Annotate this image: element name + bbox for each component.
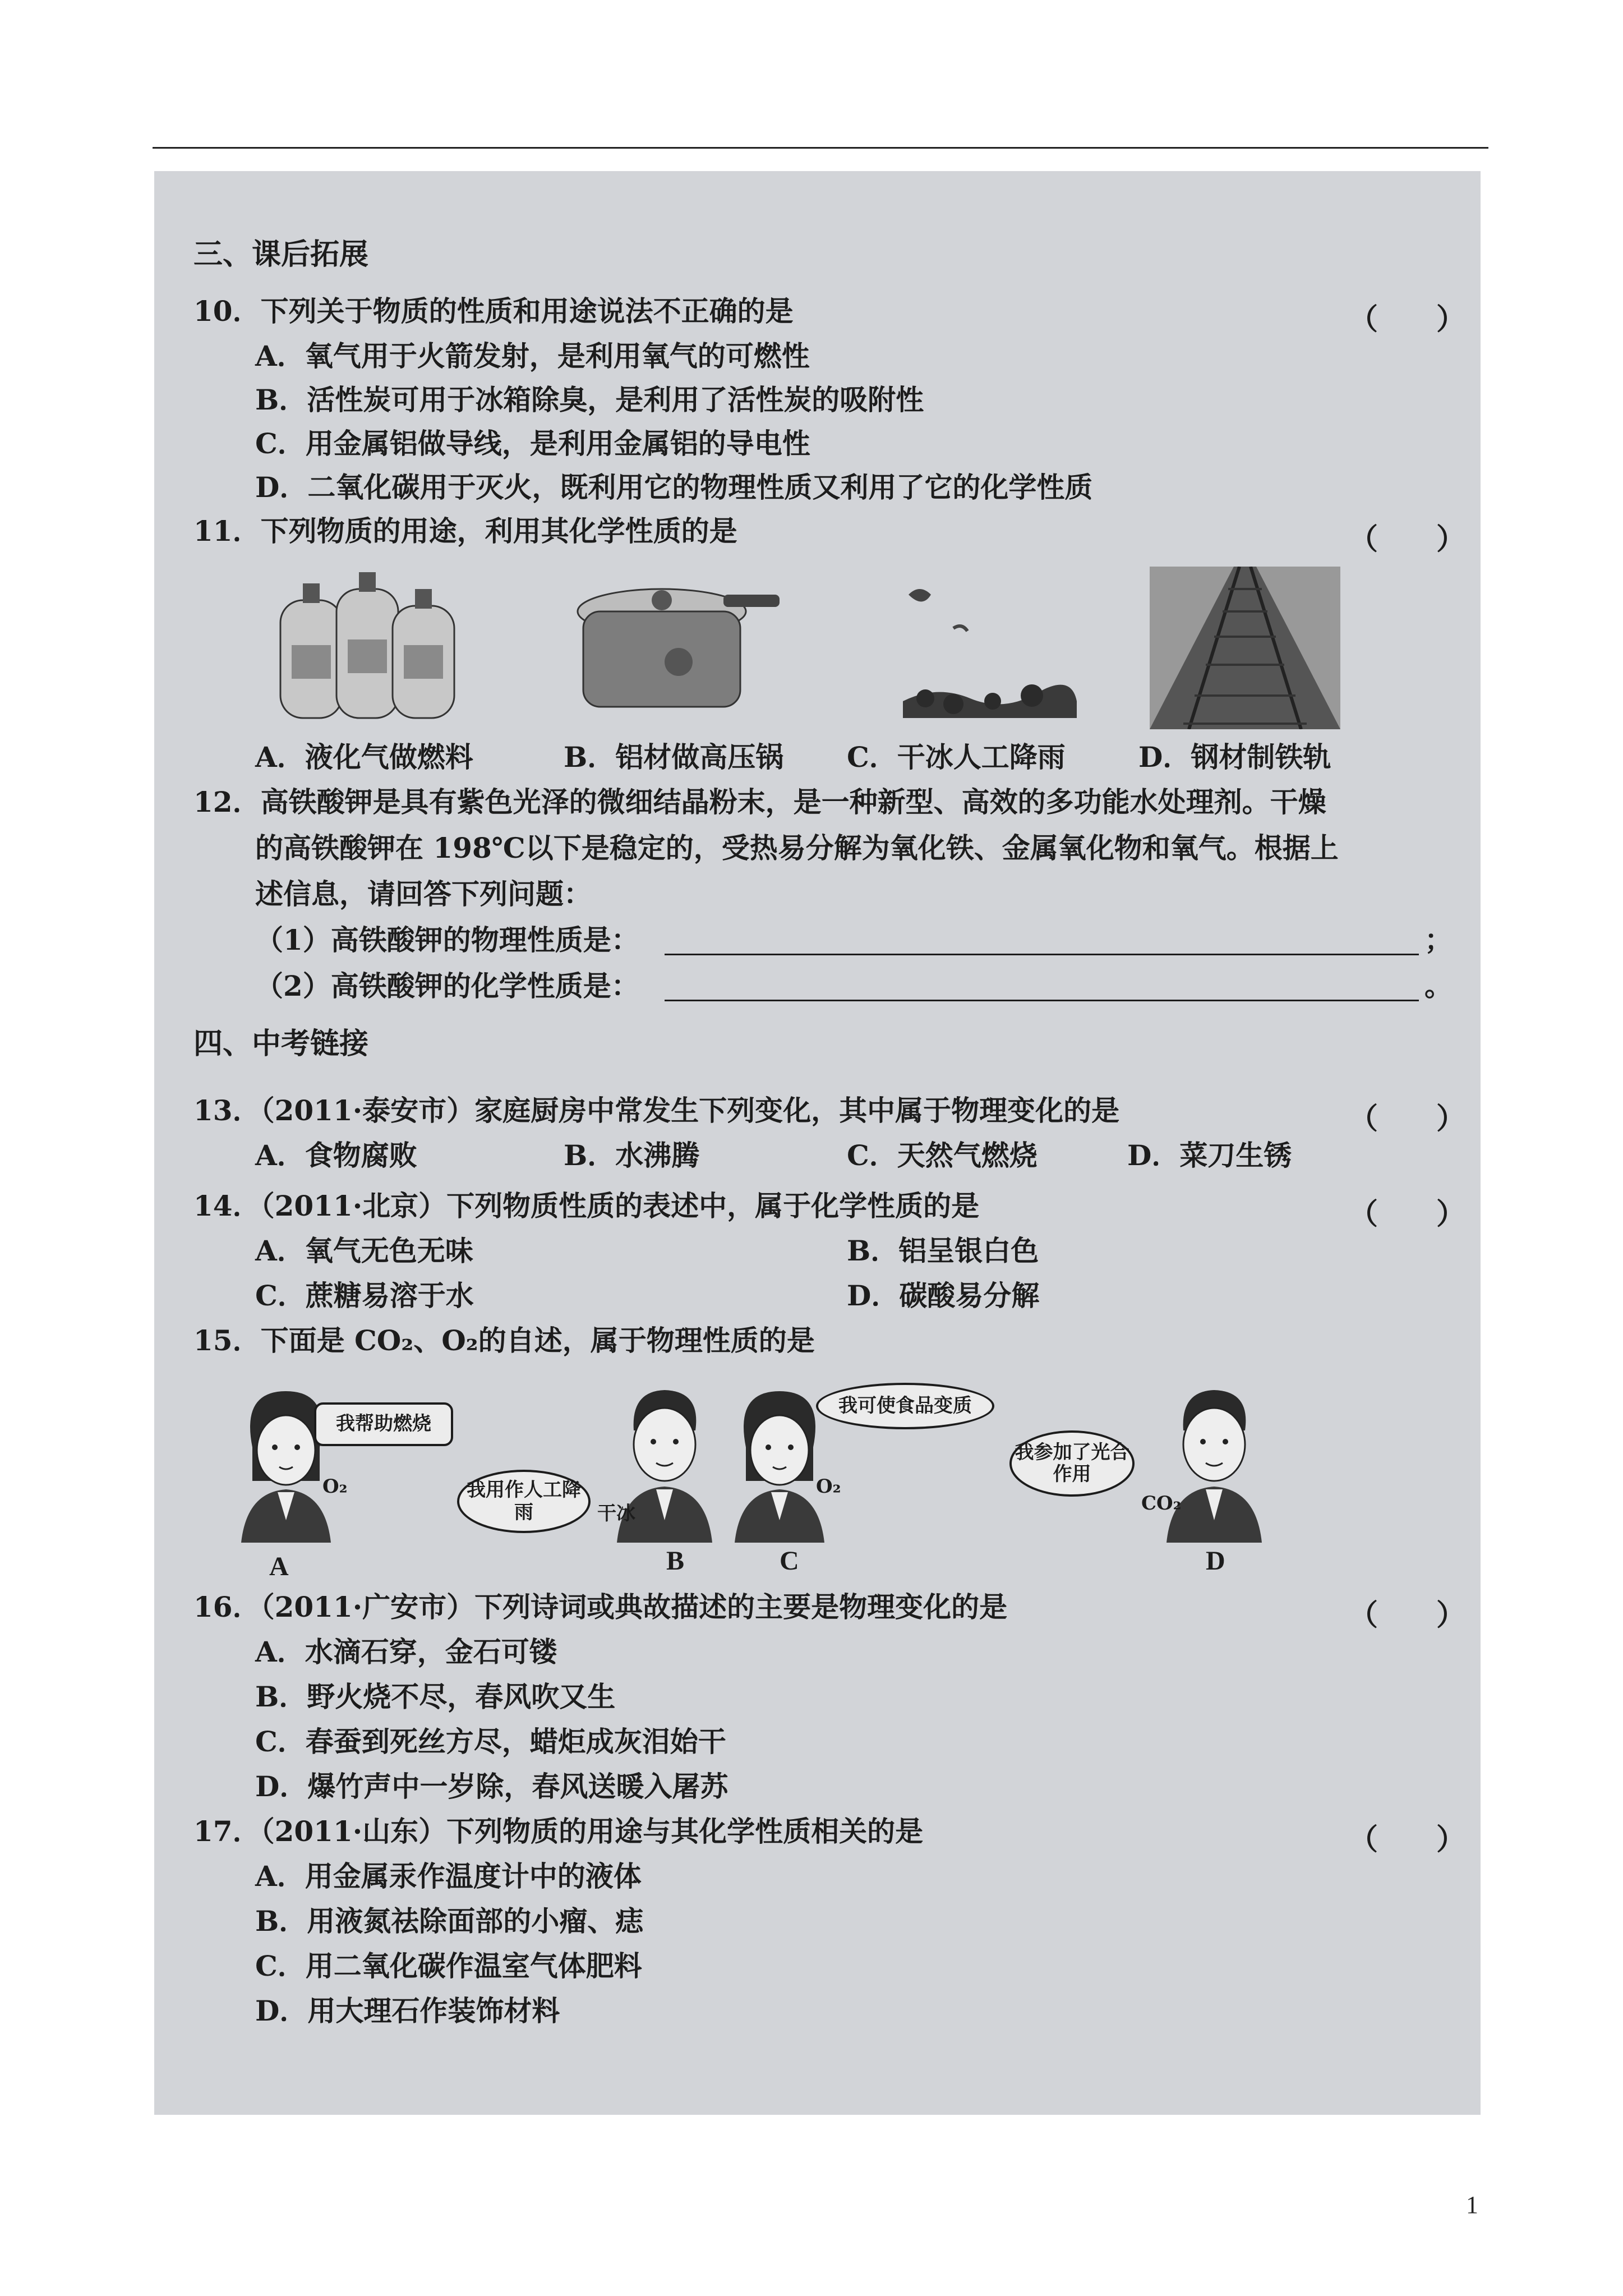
q13-option-d: D．菜刀生锈 <box>1127 1139 1292 1172</box>
q11-stem: 11．下列物质的用途，利用其化学性质的是 <box>193 514 737 547</box>
q10-option-c: C．用金属铝做导线，是利用金属铝的导电性 <box>255 427 810 460</box>
q11-option-b: B．铝材做高压锅 <box>564 740 784 774</box>
label-b: 干冰 <box>597 1502 635 1525</box>
girl-avatar-c <box>723 1386 836 1543</box>
q12-line-1: 12．高铁酸钾是具有紫色光泽的微细结晶粉末，是一种新型、高效的多功能水处理剂。干燥 <box>193 785 1326 818</box>
section-heading-4: 四、中考链接 <box>193 1027 369 1061</box>
q16-option-a: A．水滴石穿，金石可镂 <box>255 1635 557 1668</box>
boy-avatar-d <box>1158 1380 1270 1543</box>
q10-option-d: D．二氧化碳用于灭火，既利用它的物理性质又利用了它的化学性质 <box>255 471 1093 504</box>
caption-a: A <box>269 1552 289 1581</box>
q14-answer-paren: （ ） <box>1349 1197 1466 1231</box>
q16-stem: 16．（2011·广安市）下列诗词或典故描述的主要是物理变化的是 <box>193 1590 1008 1623</box>
q12-part-1-end: ； <box>1424 923 1453 956</box>
speech-bubble-d: 我参加了光合作用 <box>1009 1430 1135 1497</box>
q11-option-a: A．液化气做燃料 <box>255 740 473 774</box>
pressure-cooker-image <box>566 567 785 724</box>
q16-option-b: B．野火烧不尽，春风吹又生 <box>255 1680 616 1713</box>
q10-stem: 10．下列关于物质的性质和用途说法不正确的是 <box>193 295 794 328</box>
q17-answer-paren: （ ） <box>1349 1823 1466 1857</box>
q12-answer-line-2 <box>665 1000 1419 1001</box>
q12-answer-line-1 <box>665 954 1419 955</box>
q10-answer-paren: （ ） <box>1349 302 1466 337</box>
q11-option-d: D．钢材制铁轨 <box>1138 740 1331 774</box>
q13-option-a: A．食物腐败 <box>255 1139 417 1172</box>
dry-ice-image <box>892 561 1082 729</box>
lpg-cylinders-image <box>264 567 465 735</box>
caption-d: D <box>1206 1546 1225 1576</box>
speech-bubble-b: 我用作人工降雨 <box>457 1470 591 1533</box>
q17-option-a: A．用金属汞作温度计中的液体 <box>255 1860 642 1893</box>
q14-option-b: B．铝呈银白色 <box>847 1234 1039 1267</box>
q17-stem: 17．（2011·山东）下列物质的用途与其化学性质相关的是 <box>193 1815 924 1848</box>
q12-part-1: （1）高铁酸钾的物理性质是： <box>255 923 639 956</box>
q13-option-b: B．水沸腾 <box>564 1139 700 1172</box>
q14-option-d: D．碳酸易分解 <box>847 1279 1040 1312</box>
steel-rail-image <box>1150 567 1340 729</box>
label-c: O₂ <box>816 1475 841 1498</box>
q14-stem: 14．（2011·北京）下列物质性质的表述中，属于化学性质的是 <box>193 1189 980 1222</box>
q16-option-d: D．爆竹声中一岁除，春风送暖入屠苏 <box>255 1770 728 1803</box>
q16-answer-paren: （ ） <box>1349 1598 1466 1632</box>
section-heading-3: 三、课后拓展 <box>193 237 369 272</box>
speech-bubble-c: 我可使食品变质 <box>816 1383 994 1429</box>
q14-option-c: C．蔗糖易溶于水 <box>255 1279 474 1312</box>
label-d: CO₂ <box>1141 1492 1182 1515</box>
q10-option-a: A．氧气用于火箭发射，是利用氧气的可燃性 <box>255 339 810 372</box>
caption-c: C <box>780 1546 799 1576</box>
q11-answer-paren: （ ） <box>1349 522 1466 556</box>
q17-option-c: C．用二氧化碳作温室气体肥料 <box>255 1949 642 1982</box>
q17-option-b: B．用液氮祛除面部的小瘤、痣 <box>255 1904 644 1938</box>
caption-b: B <box>666 1546 685 1576</box>
q12-line-3: 述信息，请回答下列问题： <box>255 877 592 910</box>
q13-stem: 13．（2011·泰安市）家庭厨房中常发生下列变化，其中属于物理变化的是 <box>193 1094 1120 1127</box>
header-rule <box>153 147 1488 149</box>
q13-option-c: C．天然气燃烧 <box>847 1139 1038 1172</box>
q12-line-2: 的高铁酸钾在 198℃以下是稳定的，受热易分解为氧化铁、金属氧化物和氧气。根据上 <box>255 831 1339 864</box>
q10-option-b: B．活性炭可用于冰箱除臭，是利用了活性炭的吸附性 <box>255 383 924 416</box>
q13-answer-paren: （ ） <box>1349 1102 1466 1136</box>
q16-option-c: C．春蚕到死丝方尽，蜡炬成灰泪始干 <box>255 1725 726 1758</box>
q14-option-a: A．氧气无色无味 <box>255 1234 473 1267</box>
q15-stem: 15．下面是 CO₂、O₂的自述，属于物理性质的是 <box>193 1324 815 1357</box>
speech-bubble-a: 我帮助燃烧 <box>314 1402 453 1446</box>
q11-option-c: C．干冰人工降雨 <box>847 740 1066 774</box>
q12-part-2: （2）高铁酸钾的化学性质是： <box>255 969 639 1002</box>
q17-option-d: D．用大理石作装饰材料 <box>255 1994 560 2027</box>
label-a: O₂ <box>322 1475 348 1498</box>
page-number: 1 <box>1466 2191 1478 2219</box>
q12-part-2-end: 。 <box>1424 969 1453 1002</box>
